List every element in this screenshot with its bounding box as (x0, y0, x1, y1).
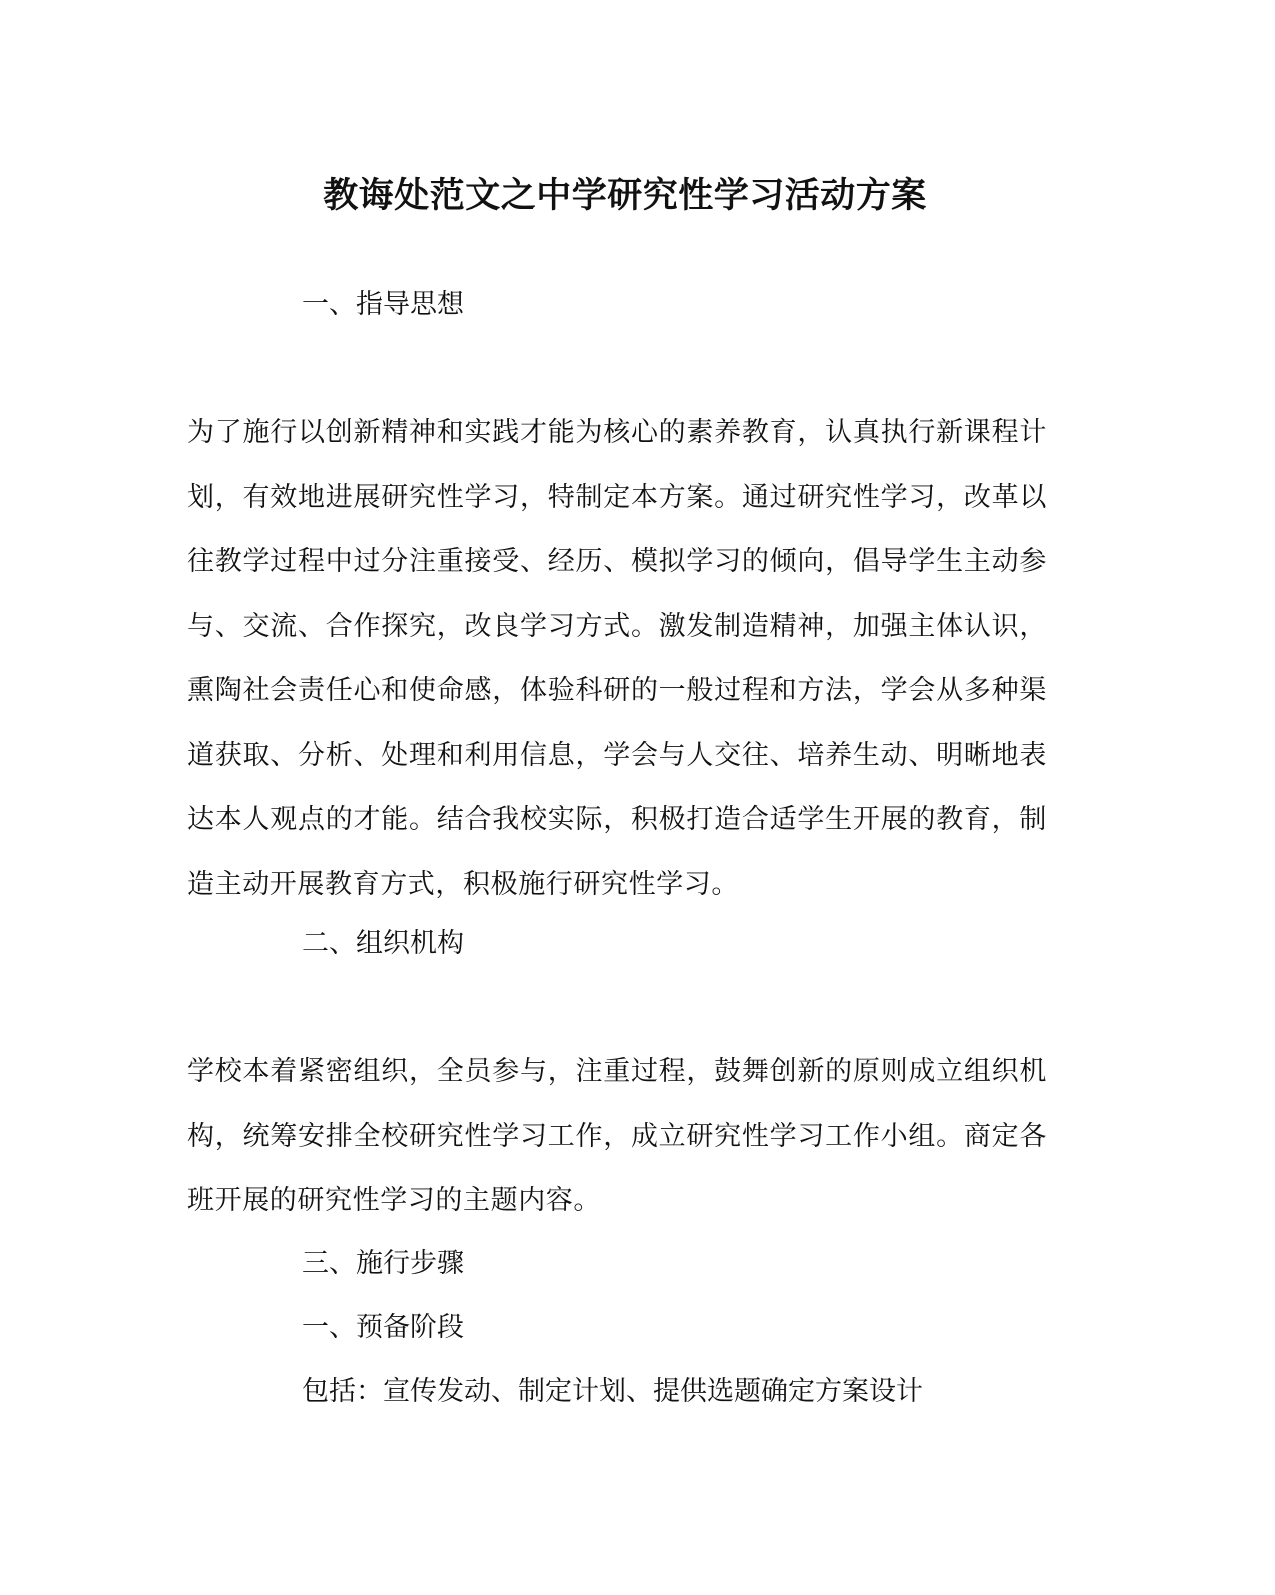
document-title: 教诲处范文之中学研究性学习活动方案 (323, 175, 927, 216)
section-heading-implementation-steps: 三、施行步骤 (302, 1248, 464, 1279)
section-heading-guiding-ideology: 一、指导思想 (302, 289, 464, 320)
section-heading-preparation-stage: 一、预备阶段 (302, 1312, 464, 1343)
paragraph-organization: 学校本着紧密组织，全员参与，注重过程，鼓舞创新的原则成立组织机构，统筹安排全校研究性学习工作，成立研究性学习工作小组。商定各班开展的研究性学习的主题内容。 (187, 1056, 1047, 1216)
section-heading-organization: 二、组织机构 (302, 928, 464, 959)
preparation-stage-line: 包括：宣传发动、制定计划、提供选题确定方案设计 (302, 1376, 923, 1407)
paragraph-guiding-ideology: 为了施行以创新精神和实践才能为核心的素养教育，认真执行新课程计划，有效地进展研究性学习，特制定本方案。通过研究性学习，改革以往教学过程中过分注重接受、经历、模拟学习的倾向，倡导学生主动参与、交流、合作探究，改良学习方式。激发制造精神，加强主体认识，熏陶社会责任心和使命感，体验科研的一般过程和方法，学会从多种渠道获取、分析、处理和利用信息，学会与人交往、培养生动、明晰地表达本人观点的才能。结合我校实际，积极打造合适学生开展的教育，制造主动开展教育方式，积极施行研究性学习。 (187, 417, 1047, 900)
